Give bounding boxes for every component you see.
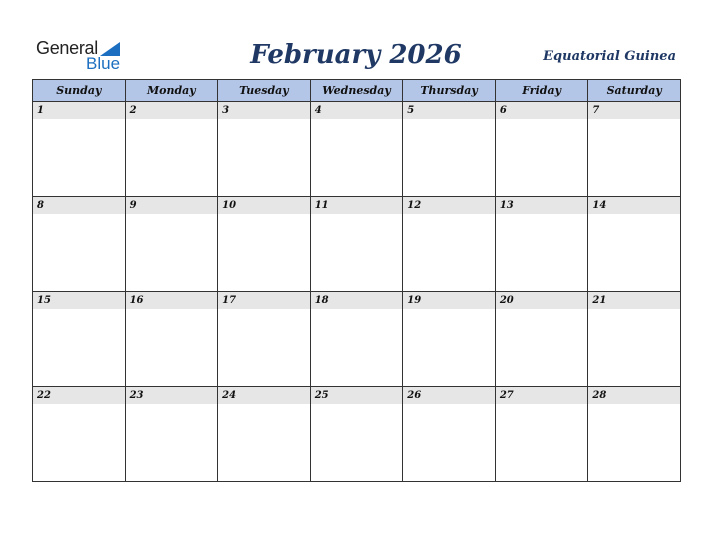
day-cell [310, 387, 403, 482]
day-cell [218, 197, 311, 292]
day-cell [310, 292, 403, 387]
week-row [33, 292, 681, 387]
day-number: 6 [496, 102, 588, 119]
day-number: 22 [33, 387, 125, 404]
day-cell [218, 102, 311, 197]
day-cell [495, 387, 588, 482]
day-cell [33, 292, 126, 387]
logo-general-text: General [36, 38, 98, 58]
generalblue-logo [36, 38, 136, 74]
day-number: 24 [218, 387, 310, 404]
day-cell [588, 387, 681, 482]
day-number: 9 [126, 197, 218, 214]
day-number: 11 [311, 197, 403, 214]
day-cell [310, 197, 403, 292]
day-number: 16 [126, 292, 218, 309]
day-cell [495, 197, 588, 292]
day-number: 3 [218, 102, 310, 119]
day-cell [403, 197, 496, 292]
day-number: 20 [496, 292, 588, 309]
day-cell [33, 387, 126, 482]
calendar-grid [32, 79, 681, 482]
day-cell [33, 102, 126, 197]
day-cell [403, 387, 496, 482]
day-number: 2 [126, 102, 218, 119]
day-cell [403, 292, 496, 387]
day-cell [495, 292, 588, 387]
day-cell [125, 197, 218, 292]
day-cell [33, 197, 126, 292]
day-number: 21 [588, 292, 680, 309]
week-row [33, 387, 681, 482]
day-cell [218, 387, 311, 482]
day-cell [403, 102, 496, 197]
day-number: 8 [33, 197, 125, 214]
day-cell [495, 102, 588, 197]
weekday-wednesday: Wednesday [310, 80, 403, 102]
country-name: Equatorial Guinea [543, 49, 676, 64]
day-cell [218, 292, 311, 387]
day-number: 18 [311, 292, 403, 309]
day-cell [125, 102, 218, 197]
day-cell [125, 292, 218, 387]
day-number: 28 [588, 387, 680, 404]
weekday-thursday: Thursday [403, 80, 496, 102]
day-number: 12 [403, 197, 495, 214]
day-number: 17 [218, 292, 310, 309]
logo-blue-text: Blue [86, 54, 121, 73]
weekday-tuesday: Tuesday [218, 80, 311, 102]
day-number: 14 [588, 197, 680, 214]
day-number: 19 [403, 292, 495, 309]
day-number: 23 [126, 387, 218, 404]
day-cell [588, 292, 681, 387]
day-number: 10 [218, 197, 310, 214]
day-cell [125, 387, 218, 482]
day-number: 25 [311, 387, 403, 404]
day-number: 1 [33, 102, 125, 119]
week-row [33, 197, 681, 292]
day-number: 4 [311, 102, 403, 119]
day-number: 27 [496, 387, 588, 404]
page-title: February 2026 [250, 40, 462, 70]
weekday-sunday: Sunday [33, 80, 126, 102]
weekday-monday: Monday [125, 80, 218, 102]
day-cell [588, 197, 681, 292]
day-number: 13 [496, 197, 588, 214]
day-number: 7 [588, 102, 680, 119]
weekday-header-row [33, 80, 681, 102]
day-number: 26 [403, 387, 495, 404]
day-cell [310, 102, 403, 197]
weekday-saturday: Saturday [588, 80, 681, 102]
week-row [33, 102, 681, 197]
day-cell [588, 102, 681, 197]
weekday-friday: Friday [495, 80, 588, 102]
day-number: 15 [33, 292, 125, 309]
day-number: 5 [403, 102, 495, 119]
